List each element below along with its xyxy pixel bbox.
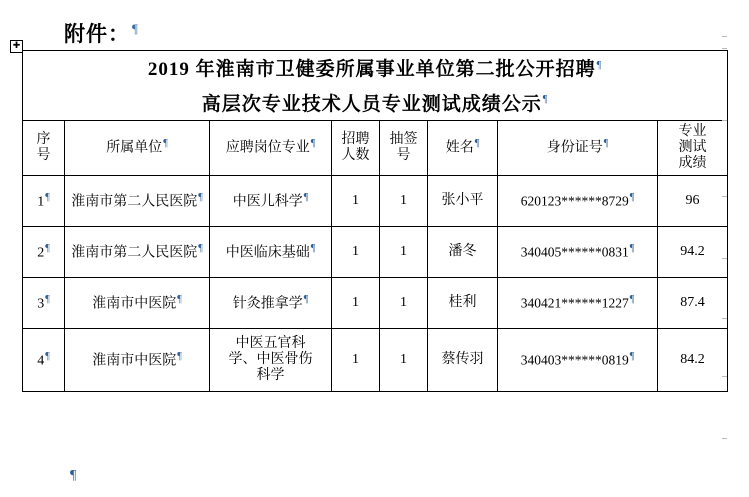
cell-major: 中医临床基础¶ <box>210 227 332 278</box>
column-header-major: 应聘岗位专业¶ <box>210 121 332 176</box>
cell-score: 96 <box>658 176 728 227</box>
attachment-label-line <box>64 18 139 48</box>
paragraph-mark-icon: ¶ <box>629 351 635 363</box>
page-edge-mark <box>722 376 727 377</box>
page-edge-mark <box>722 258 727 259</box>
cell-score: 87.4 <box>658 278 728 329</box>
cell-draw-number: 1 <box>380 278 428 329</box>
column-header-unit: 所属单位¶ <box>65 121 210 176</box>
page-edge-mark <box>722 120 727 121</box>
paragraph-mark-icon: ¶ <box>629 243 635 255</box>
cell-unit: 淮南市第二人民医院¶ <box>65 176 210 227</box>
paragraph-mark-icon: ¶ <box>596 59 603 71</box>
paragraph-mark-icon: ¶ <box>45 350 50 362</box>
cell-draw-number: 1 <box>380 176 428 227</box>
table-header-row <box>23 121 728 176</box>
paragraph-mark-icon: ¶ <box>310 242 316 254</box>
paragraph-mark-icon: ¶ <box>629 294 635 306</box>
table-row <box>23 227 728 278</box>
cell-index: 4¶ <box>23 329 65 392</box>
column-header-id-number: 身份证号¶ <box>498 121 658 176</box>
page-edge-mark <box>722 48 727 49</box>
table-title-line-1: 2019 年淮南市卫健委所属事业单位第二批公开招聘¶ <box>23 51 728 85</box>
column-header-score: 专业 测试 成绩 <box>658 121 728 176</box>
paragraph-mark-icon: ¶ <box>474 138 480 150</box>
cell-unit: 淮南市中医院¶ <box>65 329 210 392</box>
page-edge-mark <box>722 36 727 37</box>
cell-major: 中医五官科 学、中医骨伤 科学 <box>210 329 332 392</box>
cell-hire-count: 1 <box>332 176 380 227</box>
table-title-row-1 <box>23 51 728 85</box>
cell-index: 1¶ <box>23 176 65 227</box>
move-table-handle-icon[interactable]: ✚ <box>10 40 23 53</box>
results-table <box>22 50 728 392</box>
paragraph-mark-icon: ¶ <box>629 192 635 204</box>
cell-score: 84.2 <box>658 329 728 392</box>
cell-major: 中医儿科学¶ <box>210 176 332 227</box>
paragraph-mark-icon: ¶ <box>177 293 182 305</box>
page-edge-mark <box>722 438 727 439</box>
cell-name: 桂利 <box>428 278 498 329</box>
column-header-index: 序 号 <box>23 121 65 176</box>
column-header-hire-count: 招聘 人数 <box>332 121 380 176</box>
cell-hire-count: 1 <box>332 329 380 392</box>
cell-id-number: 340421******1227¶ <box>498 278 658 329</box>
cell-name: 蔡传羽 <box>428 329 498 392</box>
cell-id-number: 340405******0831¶ <box>498 227 658 278</box>
column-header-draw-number: 抽签 号 <box>380 121 428 176</box>
paragraph-mark-icon: ¶ <box>45 191 50 203</box>
table-row <box>23 278 728 329</box>
paragraph-mark-icon: ¶ <box>132 21 139 36</box>
cell-index: 3¶ <box>23 278 65 329</box>
column-header-name: 姓名¶ <box>428 121 498 176</box>
cell-unit: 淮南市中医院¶ <box>65 278 210 329</box>
paragraph-mark-icon: ¶ <box>310 138 316 150</box>
trailing-paragraph-mark-icon: ¶ <box>70 468 77 483</box>
cell-id-number: 340403******0819¶ <box>498 329 658 392</box>
paragraph-mark-icon: ¶ <box>198 242 203 254</box>
cell-draw-number: 1 <box>380 329 428 392</box>
cell-hire-count: 1 <box>332 227 380 278</box>
paragraph-mark-icon: ¶ <box>542 94 549 106</box>
paragraph-mark-icon: ¶ <box>163 138 168 150</box>
attachment-label: 附件： <box>64 22 130 46</box>
table-row <box>23 329 728 392</box>
cell-draw-number: 1 <box>380 227 428 278</box>
table-title-row-2 <box>23 84 728 121</box>
paragraph-mark-icon: ¶ <box>603 138 609 150</box>
cell-name: 张小平 <box>428 176 498 227</box>
cell-index: 2¶ <box>23 227 65 278</box>
paragraph-mark-icon: ¶ <box>198 191 203 203</box>
table-title-line-2: 高层次专业技术人员专业测试成绩公示¶ <box>23 84 728 121</box>
cell-hire-count: 1 <box>332 278 380 329</box>
cell-id-number: 620123******8729¶ <box>498 176 658 227</box>
paragraph-mark-icon: ¶ <box>45 293 50 305</box>
table-row <box>23 176 728 227</box>
cell-major: 针灸推拿学¶ <box>210 278 332 329</box>
page-edge-mark <box>722 196 727 197</box>
cell-unit: 淮南市第二人民医院¶ <box>65 227 210 278</box>
paragraph-mark-icon: ¶ <box>303 293 309 305</box>
page-edge-mark <box>722 318 727 319</box>
cell-name: 潘冬 <box>428 227 498 278</box>
cell-score: 94.2 <box>658 227 728 278</box>
paragraph-mark-icon: ¶ <box>45 242 50 254</box>
paragraph-mark-icon: ¶ <box>303 191 309 203</box>
paragraph-mark-icon: ¶ <box>177 350 182 362</box>
